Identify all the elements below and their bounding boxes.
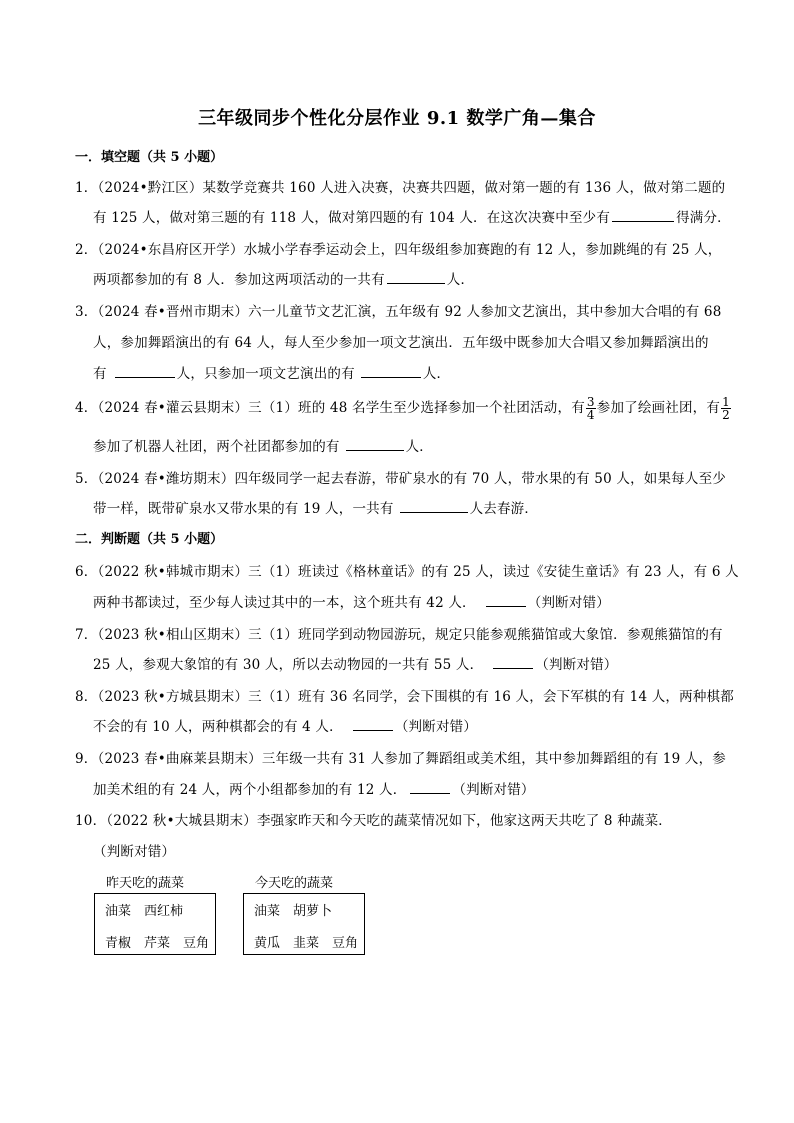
q8-answer-blank[interactable] xyxy=(353,717,393,731)
q5-line2: 带一样，既带矿泉水又带水果的有 19 人，一共有 人去春游． xyxy=(93,501,539,517)
section-true-false-heading: 二．判断题（共 5 小题） xyxy=(75,532,224,547)
q4-line1: 4．（2024 春•灌云县期末）三（1）班的 48 名学生至少选择参加一个社团活动，有 $\frac{3}{4}$ 参加了绘画社团，有 $\frac{1}{2}$ xyxy=(75,395,730,422)
fraction-three-quarters: $\frac{3}{4}$ xyxy=(586,395,595,422)
q4-answer-blank[interactable] xyxy=(346,437,404,451)
q5-line1: 5．（2024 春•潍坊期末）四年级同学一起去春游，带矿泉水的有 70 人，带水果的有 50 人，如果每人至少 xyxy=(75,471,726,487)
yesterday-veg-box xyxy=(94,893,216,955)
q2-answer-blank[interactable] xyxy=(387,270,445,284)
q10-line2: （判断对错） xyxy=(93,844,176,860)
section-fill-blank-heading: 一．填空题（共 5 小题） xyxy=(75,150,224,165)
q3-line1: 3．（2024 春•晋州市期末）六一儿童节文艺汇演，五年级有 92 人参加文艺演出，其中参加大合唱的有 68 xyxy=(75,304,722,320)
yesterday-veg-title: 昨天吃的蔬菜 xyxy=(106,876,185,891)
q6-line2: 两种书都读过，至少每人读过其中的一本，这个班共有 42 人． （判断对错） xyxy=(93,595,610,611)
today-veg-row-2: 黄瓜 韭菜 豆角 xyxy=(254,936,359,951)
q7-line1: 7．（2023 秋•相山区期末）三（1）班同学到动物园游玩，规定只能参观熊猫馆或大象馆．参观熊猫馆的有 xyxy=(75,627,723,643)
q7-line2: 25 人，参观大象馆的有 30 人，所以去动物园的一共有 55 人． （判断对错） xyxy=(93,657,618,673)
q9-line2: 加美术组的有 24 人，两个小组都参加的有 12 人． （判断对错） xyxy=(93,782,535,798)
q3-answer-blank-2[interactable] xyxy=(361,364,421,378)
q6-line1: 6．（2022 秋•韩城市期末）三（1）班读过《格林童话》的有 25 人，读过《安徒生童话》有 23 人，有 6 人 xyxy=(75,564,739,580)
q3-line2: 人，参加舞蹈演出的有 64 人，每人至少参加一项文艺演出．五年级中既参加大合唱又参加舞蹈演出的 xyxy=(93,335,709,351)
q9-answer-blank[interactable] xyxy=(410,780,450,794)
q8-line2: 不会的有 10 人，两种棋都会的有 4 人． （判断对错） xyxy=(93,719,478,735)
page-title: 三年级同步个性化分层作业 9.1 数学广角—集合 xyxy=(198,108,596,129)
today-veg-box xyxy=(243,893,365,955)
today-veg-title: 今天吃的蔬菜 xyxy=(255,876,334,891)
fraction-one-half: $\frac{1}{2}$ xyxy=(722,395,730,422)
q7-answer-blank[interactable] xyxy=(493,655,533,669)
q10-line1: 10．（2022 秋•大城县期末）李强家昨天和今天吃的蔬菜情况如下，他家这两天共吃了 8 种蔬菜． xyxy=(75,813,673,829)
yesterday-veg-row-2: 青椒 芹菜 豆角 xyxy=(105,936,210,951)
q3-answer-blank-1[interactable] xyxy=(115,364,175,378)
q4-line2: 参加了机器人社团，两个社团都参加的有 人． xyxy=(93,439,434,455)
q1-line1: 1．（2024•黔江区）某数学竞赛共 160 人进入决赛，决赛共四题，做对第一题的有 136 人，做对第二题的 xyxy=(75,180,726,196)
q1-answer-blank[interactable] xyxy=(612,208,674,222)
q6-answer-blank[interactable] xyxy=(486,593,526,607)
q8-line1: 8．（2023 秋•方城县期末）三（1）班有 36 名同学，会下围棋的有 16 人，会下军棋的有 14 人，两种棋都 xyxy=(75,689,734,705)
q2-line2: 两项都参加的有 8 人．参加这两项活动的一共有 人． xyxy=(93,272,475,288)
q3-line3: 有 人，只参加一项文艺演出的有 人． xyxy=(93,366,451,382)
q1-line2: 有 125 人，做对第三题的有 118 人，做对第四题的有 104 人．在这次决赛中至少有 得满分． xyxy=(93,210,731,226)
today-veg-row-1: 油菜 胡萝卜 xyxy=(254,904,333,919)
yesterday-veg-row-1: 油菜 西红柿 xyxy=(105,904,184,919)
q5-answer-blank[interactable] xyxy=(400,499,468,513)
q2-line1: 2．（2024•东昌府区开学）水城小学春季运动会上，四年级组参加赛跑的有 12 人，参加跳绳的有 25 人， xyxy=(75,242,722,258)
q9-line1: 9．（2023 春•曲麻莱县期末）三年级一共有 31 人参加了舞蹈组或美术组，其中参加舞蹈组的有 19 人，参 xyxy=(75,751,726,767)
